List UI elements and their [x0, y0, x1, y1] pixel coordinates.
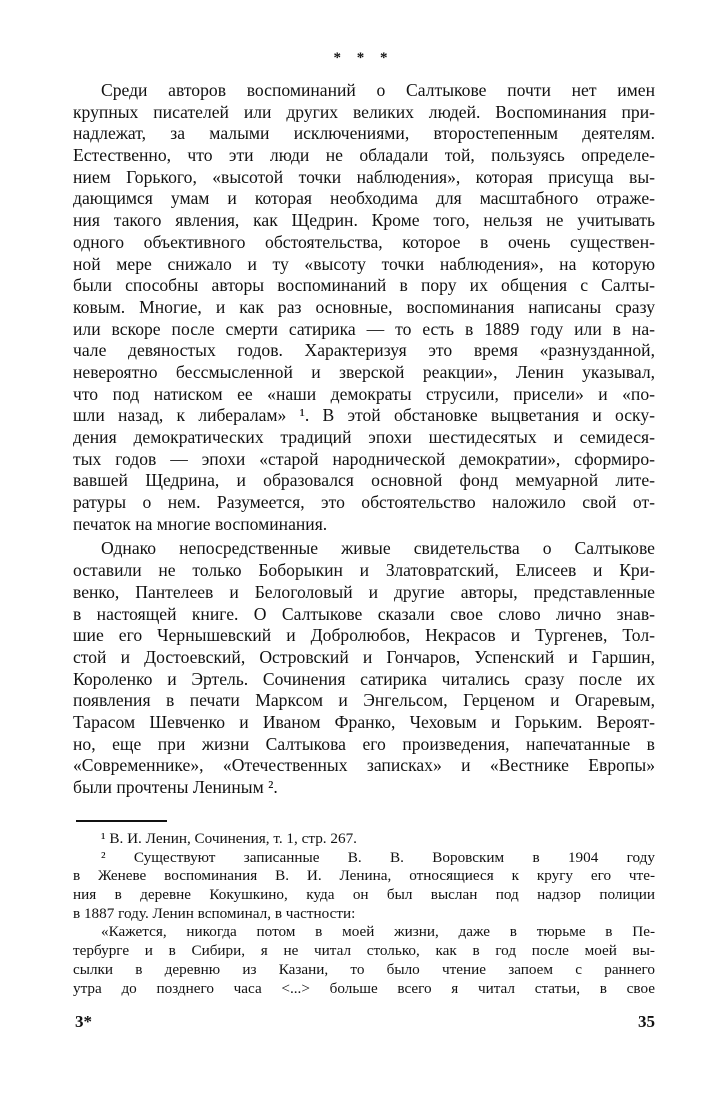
footnote-2	[73, 849, 655, 924]
footnote-line: утра до позднего часа <...> больше всего я читал статьи, в свое	[73, 979, 655, 997]
main-text	[73, 80, 655, 799]
text-line: тых годов — эпохи «старой народнической демократии», сформиро-	[73, 448, 655, 469]
footnote-1	[73, 830, 655, 849]
signature-mark: 3*	[75, 1012, 92, 1031]
text-line: ковым. Многие, и как раз основные, воспоминания написаны сразу	[73, 296, 655, 317]
footnotes	[73, 830, 655, 998]
text-line: стой и Достоевский, Островский и Гончаров, Успенский и Гаршин,	[73, 646, 655, 667]
text-line: были прочтены Лениным ².	[73, 777, 278, 797]
footnote-separator	[76, 820, 167, 822]
page-number: 35	[638, 1012, 655, 1031]
footnote-line: тербурге и в Сибири, я не читал столько, как в год после моей вы-	[73, 942, 655, 960]
footnote-line: в 1887 году. Ленин вспоминал, в частности:	[73, 904, 356, 922]
text-line: Тарасом Шевченко и Иваном Франко, Чеховым и Горьким. Вероят-	[73, 711, 655, 732]
text-line: чале девяностых годов. Характеризуя это время «разнузданной,	[73, 340, 655, 361]
text-line: вавшей Щедрина, и образовался основной фонд мемуарной лите-	[73, 470, 655, 491]
paragraph-2	[73, 538, 655, 798]
text-line: крупных писателей или других великих людей. Воспоминания при-	[73, 101, 655, 122]
text-line: шли назад, к либералам» ¹. В этой обстановке выцветания и оску-	[73, 405, 655, 426]
footnote-line: в Женеве воспоминания В. И. Ленина, относящиеся к кругу его чте-	[73, 867, 655, 885]
text-line: «Современнике», «Отечественных записках» и «Вестнике Европы»	[73, 755, 655, 776]
text-line: невероятно бессмысленной и зверской реакции», Ленин указывал,	[73, 361, 655, 382]
text-line: нием Горького, «высотой точки наблюдения», которая присуща вы-	[73, 166, 655, 187]
footnote-line: «Кажется, никогда потом в моей жизни, даже в тюрьме в Пе-	[101, 923, 655, 941]
text-line: венко, Пантелеев и Белоголовый и другие авторы, представленные	[73, 581, 655, 602]
footnote-line: сылки в деревню из Казани, то было чтение запоем с раннего	[73, 960, 655, 978]
text-line: появления в печати Марксом и Энгельсом, Герценом и Огаревым,	[73, 690, 655, 711]
text-line: ной мере снижало и ту «высоту точки наблюдения», на которую	[73, 253, 655, 274]
text-line: дающимся умам и которая необходима для масштабного отраже-	[73, 188, 655, 209]
text-line: Естественно, что эти люди не обладали той, пользуясь определе-	[73, 145, 655, 166]
text-line: надлежат, за малыми исключениями, второстепенным деятелям.	[73, 123, 655, 144]
text-line: или вскоре после смерти сатирика — то есть в 1889 году или в на-	[73, 318, 655, 339]
footnote-line: ния в деревне Кокушкино, куда он был выслан под надзор полиции	[73, 886, 655, 904]
footnote-line: ¹ В. И. Ленин, Сочинения, т. 1, стр. 267.	[101, 830, 357, 847]
text-line: ратуры о нем. Разумеется, это обстоятельство наложило свой от-	[73, 492, 655, 513]
text-line: были способны авторы воспоминаний в пору их общения с Салты-	[73, 275, 655, 296]
text-line: Среди авторов воспоминаний о Салтыкове почти нет имен	[101, 80, 655, 100]
text-line: но, еще при жизни Салтыкова его произведения, напечатанные в	[73, 733, 655, 754]
text-line: Однако непосредственные живые свидетельства о Салтыкове	[101, 538, 655, 559]
text-line: печаток на многие воспоминания.	[73, 513, 328, 534]
text-line: дения демократических традиций эпохи шестидесятых и семидеся-	[73, 427, 655, 447]
text-line: шие его Чернышевский и Добролюбов, Некрасов и Тургенев, Тол-	[73, 625, 655, 646]
text-line: одного объективного обстоятельства, которое в очень существен-	[73, 231, 655, 252]
text-line: что под натиском ее «наши демократы струсили, присели» и «по-	[73, 383, 655, 404]
text-line: в настоящей книге. О Салтыкове сказали свое слово лично знав-	[73, 603, 655, 624]
paragraph-1	[73, 80, 655, 535]
text-line: ния такого явления, как Щедрин. Кроме того, нельзя не учитывать	[73, 210, 655, 231]
text-line: Короленко и Эртель. Сочинения сатирика читались сразу после их	[73, 668, 655, 689]
footnote-quote	[73, 923, 655, 998]
section-divider-asterisks: * * *	[333, 50, 394, 66]
text-line: оставили не только Боборыкин и Златовратский, Елисеев и Кри-	[73, 560, 655, 581]
footnote-line: ² Существуют записанные В. В. Воровским в 1904 году	[101, 848, 655, 866]
